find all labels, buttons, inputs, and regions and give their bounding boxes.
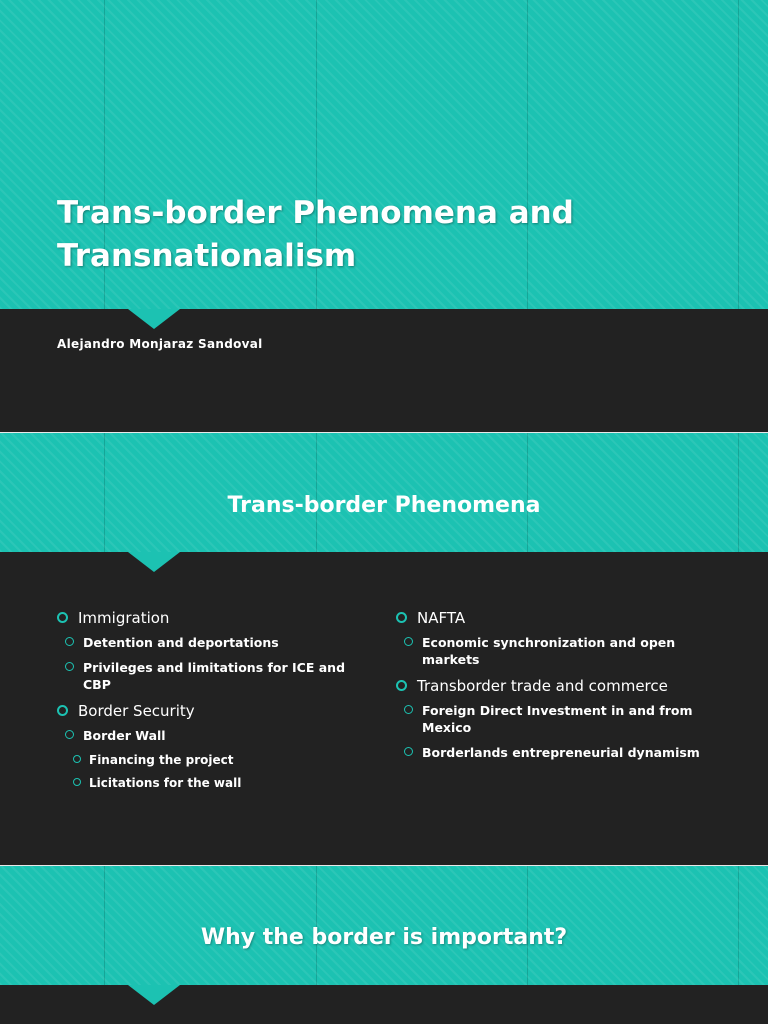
circle-bullet-icon	[73, 778, 81, 786]
slide-title	[0, 0, 768, 432]
slide-importance	[0, 866, 768, 1024]
sub-bullet: Foreign Direct Investment in and from Mexico	[404, 702, 716, 736]
circle-bullet-icon	[65, 730, 74, 739]
sub-bullet: Borderlands entrepreneurial dynamism	[404, 744, 716, 761]
circle-bullet-icon	[404, 705, 413, 714]
sub-bullet: Detention and deportations	[65, 634, 377, 651]
sub-bullet: Economic synchronization and open markets	[404, 634, 716, 668]
bullet-immigration: Immigration	[57, 608, 377, 628]
bullet-border-security: Border Security	[57, 701, 377, 721]
circle-bullet-icon	[57, 612, 68, 623]
circle-bullet-icon	[65, 662, 74, 671]
section-title: Trans-border Phenomena	[227, 493, 541, 518]
circle-bullet-icon	[65, 637, 74, 646]
right-column	[396, 608, 716, 769]
slide-body-band	[0, 309, 768, 432]
section-title: Why the border is important?	[200, 925, 568, 950]
circle-bullet-icon	[73, 755, 81, 763]
header-notch	[128, 985, 180, 1005]
bullet-trade: Transborder trade and commerce	[396, 676, 716, 696]
left-column	[57, 608, 377, 798]
author-name: Alejandro Monjaraz Sandoval	[57, 337, 263, 351]
sub-bullet-border-wall: Border Wall	[65, 727, 377, 744]
circle-bullet-icon	[404, 637, 413, 646]
circle-bullet-icon	[404, 747, 413, 756]
header-notch	[128, 552, 180, 572]
presentation-title: Trans-border Phenomena and Transnationalism	[57, 195, 574, 274]
bullet-nafta: NAFTA	[396, 608, 716, 628]
circle-bullet-icon	[396, 680, 407, 691]
sub-sub-bullet: Financing the project	[73, 752, 377, 768]
header-notch	[128, 309, 180, 329]
slide-body-band	[0, 985, 768, 1024]
circle-bullet-icon	[396, 612, 407, 623]
sub-bullet: Privileges and limitations for ICE and CBP	[65, 659, 377, 693]
circle-bullet-icon	[57, 705, 68, 716]
sub-sub-bullet: Licitations for the wall	[73, 775, 377, 791]
